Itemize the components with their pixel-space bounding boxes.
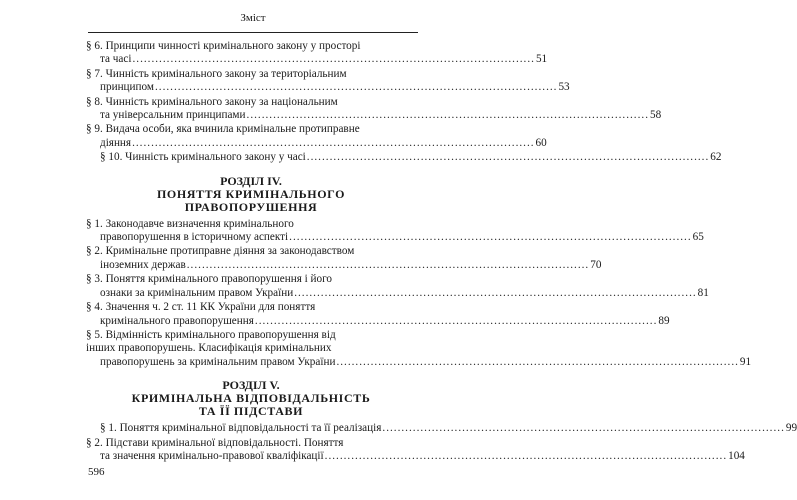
- toc-entry-text: іноземних держав: [100, 258, 186, 271]
- dot-leader: ..........................................................................................................: [132, 136, 535, 149]
- dot-leader: ..........................................................................................................: [254, 314, 658, 327]
- toc-entry-last-line: [100, 231, 704, 244]
- toc-page-number: 81: [697, 286, 709, 299]
- toc-entry-last-line: [100, 449, 745, 463]
- dot-leader: ..........................................................................................................: [382, 422, 785, 435]
- toc-entry-text: § 10. Чинність кримінального закону у часі: [100, 151, 306, 164]
- page-number: 596: [88, 466, 105, 478]
- toc-group-chapter-iii-end: [86, 40, 722, 165]
- toc-entry: [86, 301, 670, 328]
- toc-entry-last-line: [100, 109, 662, 122]
- toc-page-number: 53: [558, 81, 570, 94]
- toc-page-number: 51: [535, 53, 548, 66]
- toc-entry-text: принципом: [100, 81, 154, 94]
- dot-leader: ..........................................................................................................: [246, 109, 649, 122]
- section-iv-title-line-2: ПРАВОПОРУШЕННЯ: [184, 199, 318, 214]
- toc-page-number: 58: [649, 109, 662, 122]
- toc-entry-line: § 3. Поняття кримінального правопорушення і його: [86, 273, 333, 286]
- toc-entry: [86, 273, 709, 300]
- toc-entry: [86, 436, 745, 464]
- toc-entry-last-line: [100, 355, 752, 369]
- section-v-label: РОЗДІЛ V.: [222, 378, 280, 393]
- toc-entry-last-line: [100, 258, 602, 272]
- toc-entry-text: та значення кримінально-правової кваліфікації: [100, 449, 324, 462]
- toc-entry: [86, 328, 752, 369]
- running-head: Зміст: [240, 12, 266, 24]
- toc-entry: [86, 422, 797, 435]
- toc-entry-line: § 9. Видача особи, яка вчинила кримінальне протиправне: [86, 123, 360, 136]
- toc-page-number: 89: [658, 314, 670, 327]
- header-rule: [88, 32, 418, 33]
- toc-entry-last-line: [100, 286, 709, 300]
- toc-page-number: 62: [710, 151, 722, 164]
- toc-entry: [86, 40, 548, 67]
- toc-entry: [86, 123, 547, 150]
- toc-entry-line: § 6. Принципи чинності кримінального закону у просторі: [86, 40, 361, 52]
- dot-leader: ..........................................................................................................: [186, 258, 590, 271]
- toc-entry: [86, 217, 704, 245]
- toc-entry-text: ознаки за кримінальним правом України: [100, 286, 294, 299]
- toc-entry-line: § 1. Законодавче визначення кримінального: [86, 217, 294, 230]
- dot-leader: ..........................................................................................................: [132, 53, 535, 66]
- toc-entry-line: § 2. Кримінальне протиправне діяння за законодавством: [86, 245, 355, 258]
- toc-group-section-v: [86, 422, 797, 463]
- toc-page-number: 104: [728, 449, 745, 462]
- toc-entry: [86, 95, 662, 123]
- dot-leader: ..........................................................................................................: [324, 449, 728, 462]
- dot-leader: ..........................................................................................................: [289, 231, 692, 244]
- section-iv-heading: [86, 175, 416, 214]
- toc-group-section-iv: [86, 217, 752, 369]
- toc-entry: [86, 151, 722, 164]
- dot-leader: ..........................................................................................................: [336, 355, 739, 368]
- section-v-title-line-2: ТА ЇЇ ПІДСТАВИ: [198, 404, 304, 419]
- toc-entry-last-line: [100, 136, 547, 150]
- toc-entry-last-line: [100, 314, 670, 328]
- dot-leader: ..........................................................................................................: [306, 151, 710, 164]
- toc-entry-line: § 5. Відмінність кримінального правопорушення від: [86, 328, 336, 341]
- toc-entry-line: § 8. Чинність кримінального закону за національним: [86, 95, 338, 108]
- toc-entry-last-line: [100, 151, 722, 164]
- toc-entry-line: § 2. Підстави кримінальної відповідальності. Поняття: [86, 436, 344, 449]
- toc-entry-line: § 4. Значення ч. 2 ст. 11 КК України для поняття: [86, 301, 316, 314]
- toc-entry-text: правопорушення в історичному аспекті: [100, 231, 289, 244]
- toc-page-number: 99: [785, 422, 797, 435]
- toc-entry-text: діяння: [100, 136, 132, 149]
- toc-entry-text: § 1. Поняття кримінальної відповідальності та її реалізація: [100, 422, 382, 435]
- toc-entry-text: кримінального правопорушення: [100, 314, 254, 327]
- toc-page-number: 60: [535, 136, 547, 149]
- toc-entry-line: інших правопорушень. Класифікація кримінальних: [86, 342, 332, 355]
- toc-entry-last-line: [100, 422, 797, 435]
- toc-page-number: 65: [692, 231, 704, 244]
- toc-entry-text: та універсальним принципами: [100, 109, 246, 122]
- toc-entry-line: § 7. Чинність кримінального закону за територіальним: [86, 67, 347, 80]
- section-v-title-line-1: КРИМІНАЛЬНА ВІДПОВІДАЛЬНІСТЬ: [131, 391, 371, 406]
- section-v-heading: [86, 379, 416, 418]
- dot-leader: ..........................................................................................................: [154, 81, 558, 94]
- table-of-contents: [86, 40, 797, 464]
- section-iv-label: РОЗДІЛ IV.: [220, 173, 282, 188]
- toc-page-number: 91: [739, 355, 752, 368]
- toc-entry: [86, 245, 602, 272]
- toc-entry-last-line: [100, 53, 548, 66]
- section-iv-title-line-1: ПОНЯТТЯ КРИМІНАЛЬНОГО: [156, 186, 346, 201]
- dot-leader: ..........................................................................................................: [294, 286, 697, 299]
- toc-entry: [86, 67, 570, 95]
- toc-entry-text: правопорушень за кримінальним правом України: [100, 355, 336, 368]
- toc-entry-text: та часі: [100, 53, 132, 66]
- toc-page-number: 70: [590, 258, 602, 271]
- toc-entry-last-line: [100, 81, 570, 94]
